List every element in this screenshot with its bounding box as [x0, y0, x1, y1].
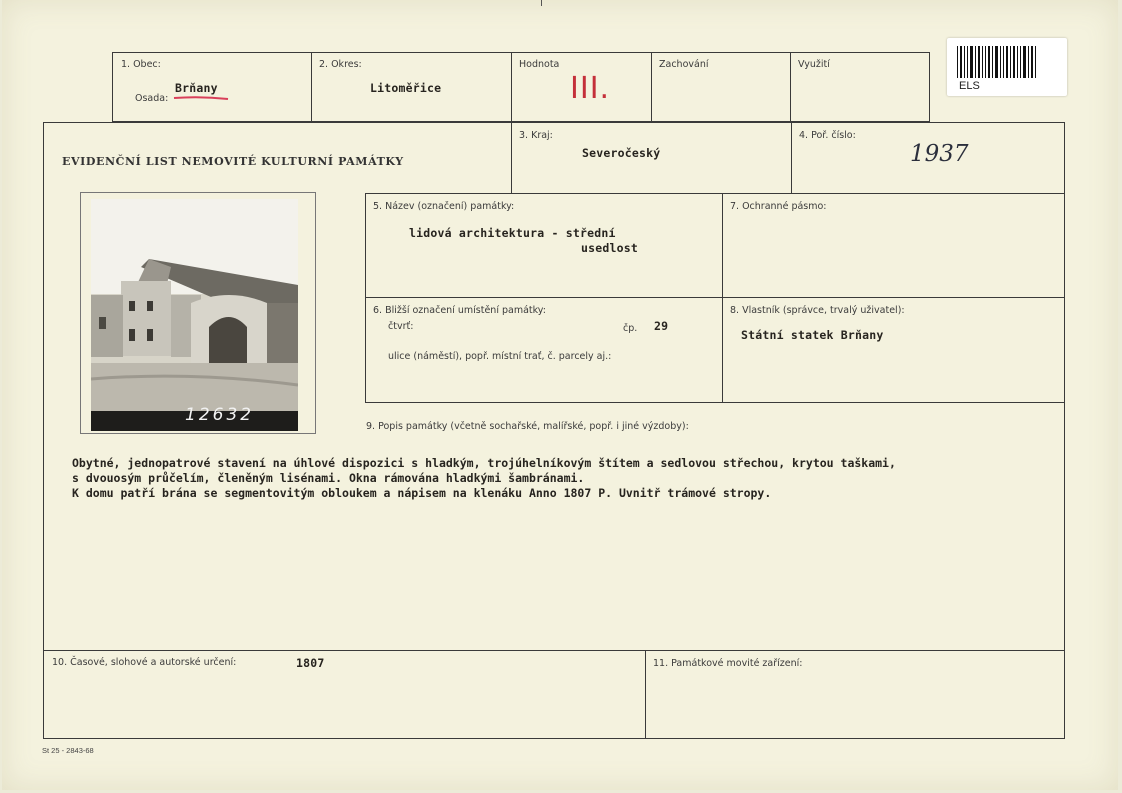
zachovani-box	[651, 52, 791, 122]
obec-label: 1. Obec:	[121, 59, 161, 70]
osada-underline	[173, 95, 229, 101]
nazev-box	[365, 193, 723, 298]
building-photo	[91, 199, 298, 431]
nazev-value-line2: usedlost	[581, 241, 638, 255]
vlastnik-box	[722, 297, 1065, 403]
movite-box	[645, 650, 1065, 739]
cp-value: 29	[654, 319, 669, 333]
top-tick	[541, 0, 542, 6]
form-code: St 25 - 2843-68	[42, 746, 94, 755]
casove-label: 10. Časové, slohové a autorské určení:	[52, 657, 237, 668]
kraj-value: Severočeský	[582, 146, 661, 160]
ctvrt-label: čtvrť:	[388, 321, 414, 332]
vyuziti-label: Využití	[798, 59, 830, 70]
vyuziti-box	[790, 52, 930, 122]
ochranne-pasmo-box	[722, 193, 1065, 298]
kraj-label: 3. Kraj:	[519, 130, 553, 141]
ochranne-pasmo-label: 7. Ochranné pásmo:	[730, 201, 827, 212]
ulice-label: ulice (náměstí), popř. místní trať, č. parcely aj.:	[388, 351, 612, 362]
osada-label: Osada:	[135, 93, 169, 104]
blizsi-box	[365, 297, 723, 403]
blizsi-label: 6. Bližší označení umístění památky:	[373, 305, 546, 316]
popis-line: Obytné, jednopatrové stavení na úhlové dispozici s hladkým, trojúhelníkovým štítem a sedlovou střechou, krytou taškami,	[72, 456, 896, 470]
nazev-label: 5. Název (označení) památky:	[373, 201, 515, 212]
okres-box	[311, 52, 512, 122]
hodnota-value: III.	[570, 71, 611, 106]
zachovani-label: Zachování	[659, 59, 709, 70]
nazev-value-line1: lidová architektura - střední	[409, 226, 616, 240]
por-cislo-label: 4. Poř. číslo:	[799, 130, 856, 141]
barcode-sticker	[947, 38, 1067, 96]
popis-line: K domu patří brána se segmentovitým obloukem a nápisem na klenáku Anno 1807 P. Uvnitř trámové stropy.	[72, 486, 772, 500]
photo-frame	[80, 192, 316, 434]
hodnota-label: Hodnota	[519, 59, 560, 70]
vlastnik-value: Státní statek Brňany	[741, 328, 884, 342]
movite-label: 11. Památkové movité zařízení:	[653, 658, 803, 669]
hodnota-box	[511, 52, 652, 122]
casove-box	[43, 650, 646, 739]
okres-label: 2. Okres:	[319, 59, 362, 70]
por-cislo-box	[791, 122, 1065, 194]
photo-number: 12632	[185, 405, 255, 425]
osada-value: Brňany	[175, 81, 218, 95]
barcode-text: ELS	[959, 80, 980, 92]
por-cislo-value: 1937	[910, 141, 969, 167]
casove-value: 1807	[296, 656, 325, 670]
form-title: EVIDENČNÍ LIST NEMOVITÉ KULTURNÍ PAMÁTKY	[62, 155, 404, 168]
popis-text	[72, 456, 896, 501]
okres-value: Litoměřice	[370, 81, 442, 95]
kraj-box	[511, 122, 792, 194]
record-card	[2, 0, 1118, 790]
cp-label: čp.	[623, 323, 638, 334]
popis-line: s dvouosým průčelím, členěným lisénami. Okna rámována hladkými šambránami.	[72, 471, 585, 485]
barcode-icon	[957, 46, 1052, 78]
obec-box	[112, 52, 312, 122]
popis-label: 9. Popis památky (včetně sochařské, malířské, popř. i jiné výzdoby):	[366, 421, 689, 432]
vlastnik-label: 8. Vlastník (správce, trvalý uživatel):	[730, 305, 905, 316]
